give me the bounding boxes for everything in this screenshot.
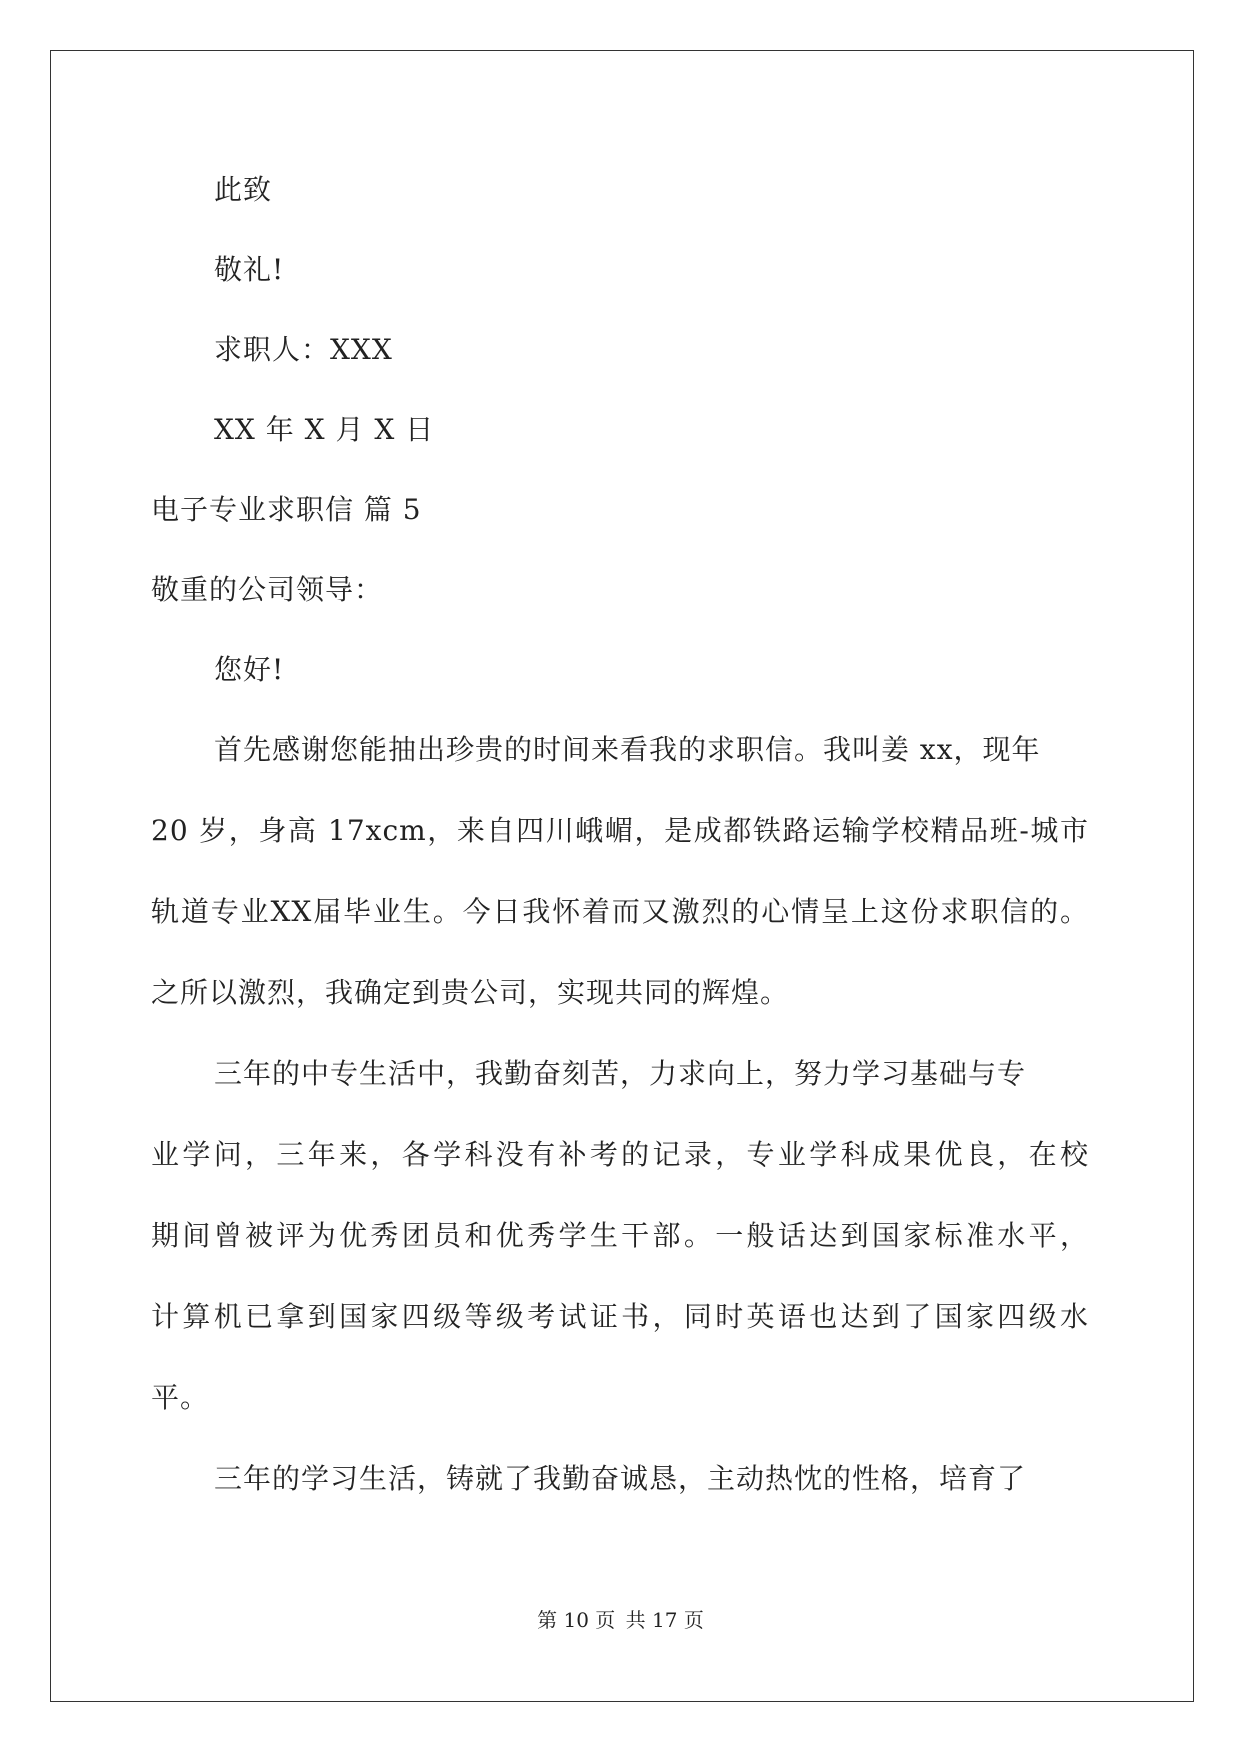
paragraph-line: 20 岁，身高 17xcm，来自四川峨嵋，是成都铁路运输学校精品班-城市 xyxy=(151,814,1089,847)
applicant-signature: 求职人：XXX xyxy=(214,333,393,366)
paragraph-line: 首先感谢您能抽出珍贵的时间来看我的求职信。我叫姜 xx，现年 xyxy=(214,733,1041,766)
paragraph-line: 期间曾被评为优秀团员和优秀学生干部。一般话达到国家标准水平， xyxy=(151,1219,1089,1252)
paragraph-line: 平。 xyxy=(151,1381,210,1414)
paragraph-line: 轨道专业XX届毕业生。今日我怀着而又激烈的心情呈上这份求职信的。 xyxy=(151,895,1089,928)
letter-hello: 您好! xyxy=(214,653,285,686)
paragraph-line: 计算机已拿到国家四级等级考试证书，同时英语也达到了国家四级水 xyxy=(151,1300,1089,1333)
paragraph-line: 之所以激烈，我确定到贵公司，实现共同的辉煌。 xyxy=(151,976,790,1009)
letter-date: XX 年 X 月 X 日 xyxy=(214,413,435,446)
page-total: 共 17 页 xyxy=(625,1608,704,1632)
closing-regards: 敬礼! xyxy=(214,253,285,286)
paragraph-line: 三年的中专生活中，我勤奋刻苦，力求向上，努力学习基础与专 xyxy=(214,1057,1027,1090)
page-footer xyxy=(0,1606,1241,1634)
letter-greeting: 敬重的公司领导： xyxy=(151,573,384,606)
paragraph-line: 业学问，三年来，各学科没有补考的记录，专业学科成果优良，在校 xyxy=(151,1138,1089,1171)
page-number: 第 10 页 xyxy=(537,1608,616,1632)
page-border xyxy=(50,50,1194,1702)
paragraph-line: 三年的学习生活，铸就了我勤奋诚恳，主动热忱的性格，培育了 xyxy=(214,1462,1027,1495)
section-heading: 电子专业求职信 篇 5 xyxy=(151,493,422,526)
closing-salutation: 此致 xyxy=(214,173,273,206)
